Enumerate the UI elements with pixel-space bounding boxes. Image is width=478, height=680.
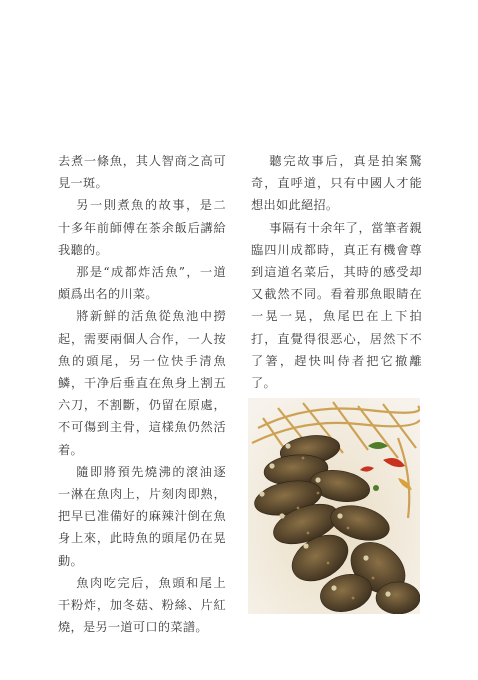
paragraph: 去煮一條魚，其人智商之高可見一斑。 (58, 154, 226, 191)
paragraph: 事隔有十余年了，當筆者親臨四川成都時，真正有機會尊到這道名菜后，其時的感受却又截然不同。看着那魚眼睛在一晃一晃，魚尾巴在上下拍打，直覺得很恶心，居然下不了箸，趕快叫侍者把它撤離了。 (251, 220, 422, 391)
paragraph: 將新鮮的活魚從魚池中撈起，需要兩個人合作，一人按魚的頭尾，另一位快手清魚鱗，干净后垂直在魚身上割五六刀，不割斷，仍留在原處，不可傷到主骨，這樣魚仍然活着。 (58, 309, 226, 457)
right-text-column (251, 150, 422, 394)
left-text-column (58, 150, 226, 638)
paragraph: 那是“成都炸活魚”，一道頗爲出名的川菜。 (58, 265, 226, 302)
paragraph: 聽完故事后，真是拍案驚奇，直呼道，只有中國人才能想出如此絕招。 (251, 154, 422, 213)
paragraph: 魚肉吃完后，魚頭和尾上干粉炸，加冬菇、粉絲、片紅燒，是另一道可口的菜譜。 (58, 575, 226, 635)
paragraph: 隨即將預先燒沸的滾油逐一淋在魚肉上，片刻肉即熟，把早已准備好的麻辣汁倒在魚身上來，此時魚的頭尾仍在晃動。 (58, 464, 226, 568)
fried-fish-photo (248, 398, 420, 614)
fried-fish-image (248, 398, 420, 614)
paragraph: 另一則煮魚的故事，是二十多年前師傅在茶余飯后講給我聽的。 (58, 198, 226, 257)
